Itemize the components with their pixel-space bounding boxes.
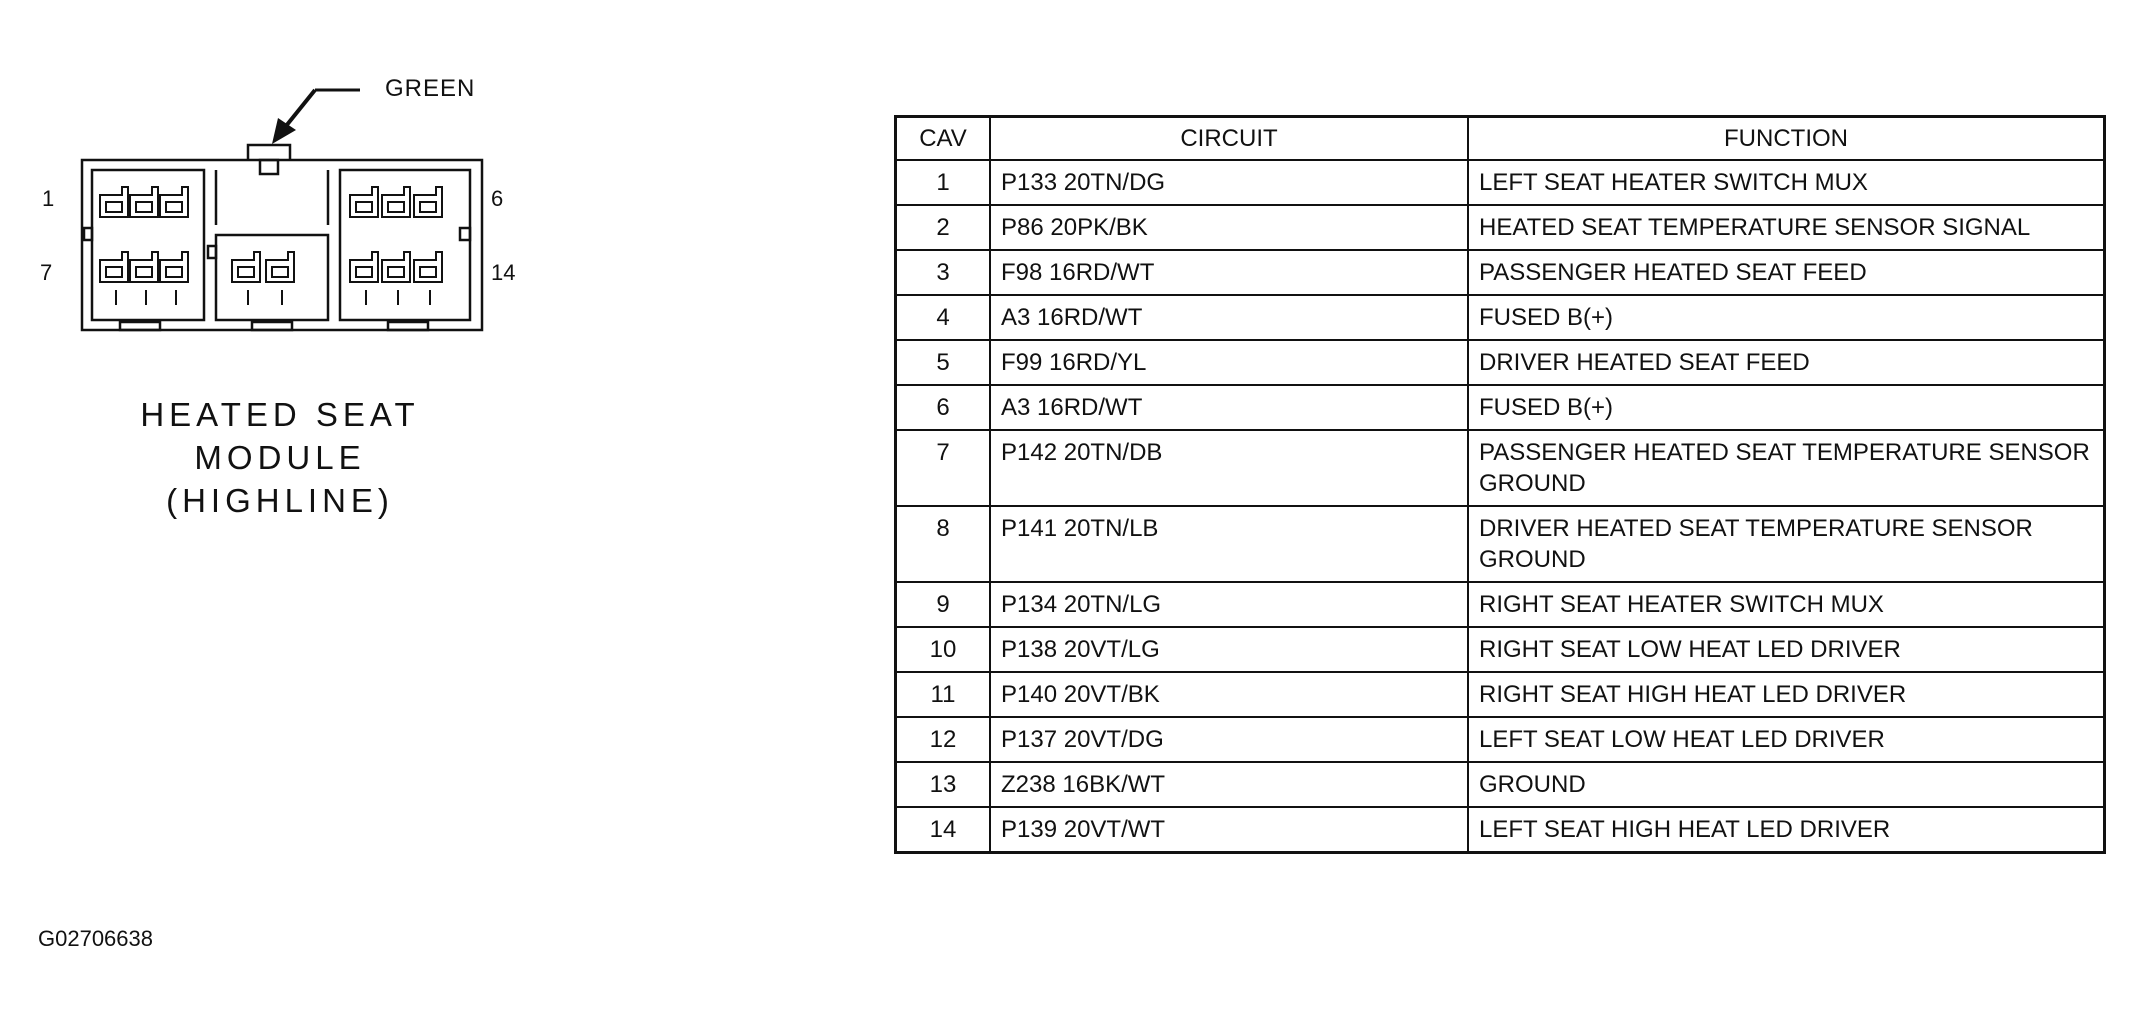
circuit-cell: Z238 16BK/WT xyxy=(990,762,1468,807)
cav-cell: 7 xyxy=(896,430,991,506)
circuit-cell: A3 16RD/WT xyxy=(990,295,1468,340)
function-cell: RIGHT SEAT LOW HEAT LED DRIVER xyxy=(1468,627,2105,672)
cavity-row-top-right xyxy=(350,187,442,217)
header-function: FUNCTION xyxy=(1468,117,2105,161)
table-row xyxy=(896,205,2105,250)
table-row xyxy=(896,807,2105,853)
function-cell: PASSENGER HEATED SEAT TEMPERATURE SENSOR GROUND xyxy=(1468,430,2105,506)
circuit-cell: F99 16RD/YL xyxy=(990,340,1468,385)
cav-cell: 11 xyxy=(896,672,991,717)
cavity-row-bottom-right xyxy=(350,252,442,282)
cav-cell: 14 xyxy=(896,807,991,853)
circuit-cell: A3 16RD/WT xyxy=(990,385,1468,430)
circuit-cell: P142 20TN/DB xyxy=(990,430,1468,506)
figure-id: G02706638 xyxy=(38,926,153,951)
cavity-row-bottom-center xyxy=(232,252,294,282)
function-cell: LEFT SEAT HIGH HEAT LED DRIVER xyxy=(1468,807,2105,853)
table-row xyxy=(896,430,2105,506)
function-cell: FUSED B(+) xyxy=(1468,385,2105,430)
cav-cell: 3 xyxy=(896,250,991,295)
circuit-cell: P140 20VT/BK xyxy=(990,672,1468,717)
cav-cell: 4 xyxy=(896,295,991,340)
cav-cell: 10 xyxy=(896,627,991,672)
locking-tab xyxy=(248,145,290,160)
module-title-line: HEATED SEAT xyxy=(140,396,420,433)
pin-label-top-left: 1 xyxy=(42,186,55,211)
cavity-row-bottom-left xyxy=(100,252,188,282)
cav-cell: 6 xyxy=(896,385,991,430)
header-circuit: CIRCUIT xyxy=(990,117,1468,161)
circuit-cell: F98 16RD/WT xyxy=(990,250,1468,295)
function-cell: DRIVER HEATED SEAT FEED xyxy=(1468,340,2105,385)
pin-label-bottom-right: 14 xyxy=(491,260,516,285)
circuit-cell: P134 20TN/LG xyxy=(990,582,1468,627)
circuit-cell: P141 20TN/LB xyxy=(990,506,1468,582)
cavity-pegs xyxy=(116,290,430,305)
connector-color-label: GREEN xyxy=(385,75,476,102)
circuit-cell: P86 20PK/BK xyxy=(990,205,1468,250)
function-cell: DRIVER HEATED SEAT TEMPERATURE SENSOR GROUND xyxy=(1468,506,2105,582)
pin-label-top-right: 6 xyxy=(491,186,504,211)
connector-face-diagram xyxy=(20,60,540,350)
table-row xyxy=(896,672,2105,717)
cav-cell: 8 xyxy=(896,506,991,582)
table-row xyxy=(896,340,2105,385)
circuit-cell: P137 20VT/DG xyxy=(990,717,1468,762)
table-body xyxy=(896,160,2105,853)
table-row xyxy=(896,627,2105,672)
function-cell: RIGHT SEAT HEATER SWITCH MUX xyxy=(1468,582,2105,627)
circuit-cell: P139 20VT/WT xyxy=(990,807,1468,853)
pinout-table xyxy=(894,115,2106,854)
table-row xyxy=(896,582,2105,627)
color-pointer-arrow xyxy=(272,90,360,144)
table-row xyxy=(896,385,2105,430)
table-row xyxy=(896,506,2105,582)
cav-cell: 9 xyxy=(896,582,991,627)
circuit-cell: P138 20VT/LG xyxy=(990,627,1468,672)
table-header-row xyxy=(896,117,2105,161)
function-cell: FUSED B(+) xyxy=(1468,295,2105,340)
cav-cell: 5 xyxy=(896,340,991,385)
module-title xyxy=(80,393,480,522)
module-title-line: (HIGHLINE) xyxy=(166,482,394,519)
function-cell: RIGHT SEAT HIGH HEAT LED DRIVER xyxy=(1468,672,2105,717)
table-row xyxy=(896,717,2105,762)
function-cell: HEATED SEAT TEMPERATURE SENSOR SIGNAL xyxy=(1468,205,2105,250)
cav-cell: 2 xyxy=(896,205,991,250)
function-cell: PASSENGER HEATED SEAT FEED xyxy=(1468,250,2105,295)
pin-label-bottom-left: 7 xyxy=(40,260,53,285)
function-cell: GROUND xyxy=(1468,762,2105,807)
cav-cell: 12 xyxy=(896,717,991,762)
function-cell: LEFT SEAT LOW HEAT LED DRIVER xyxy=(1468,717,2105,762)
circuit-cell: P133 20TN/DG xyxy=(990,160,1468,205)
table-row xyxy=(896,295,2105,340)
table-row xyxy=(896,250,2105,295)
header-cav: CAV xyxy=(896,117,991,161)
cav-cell: 1 xyxy=(896,160,991,205)
function-cell: LEFT SEAT HEATER SWITCH MUX xyxy=(1468,160,2105,205)
module-title-line: MODULE xyxy=(194,439,366,476)
cav-cell: 13 xyxy=(896,762,991,807)
cavity-row-top-left xyxy=(100,187,188,217)
table-row xyxy=(896,762,2105,807)
table-row xyxy=(896,160,2105,205)
